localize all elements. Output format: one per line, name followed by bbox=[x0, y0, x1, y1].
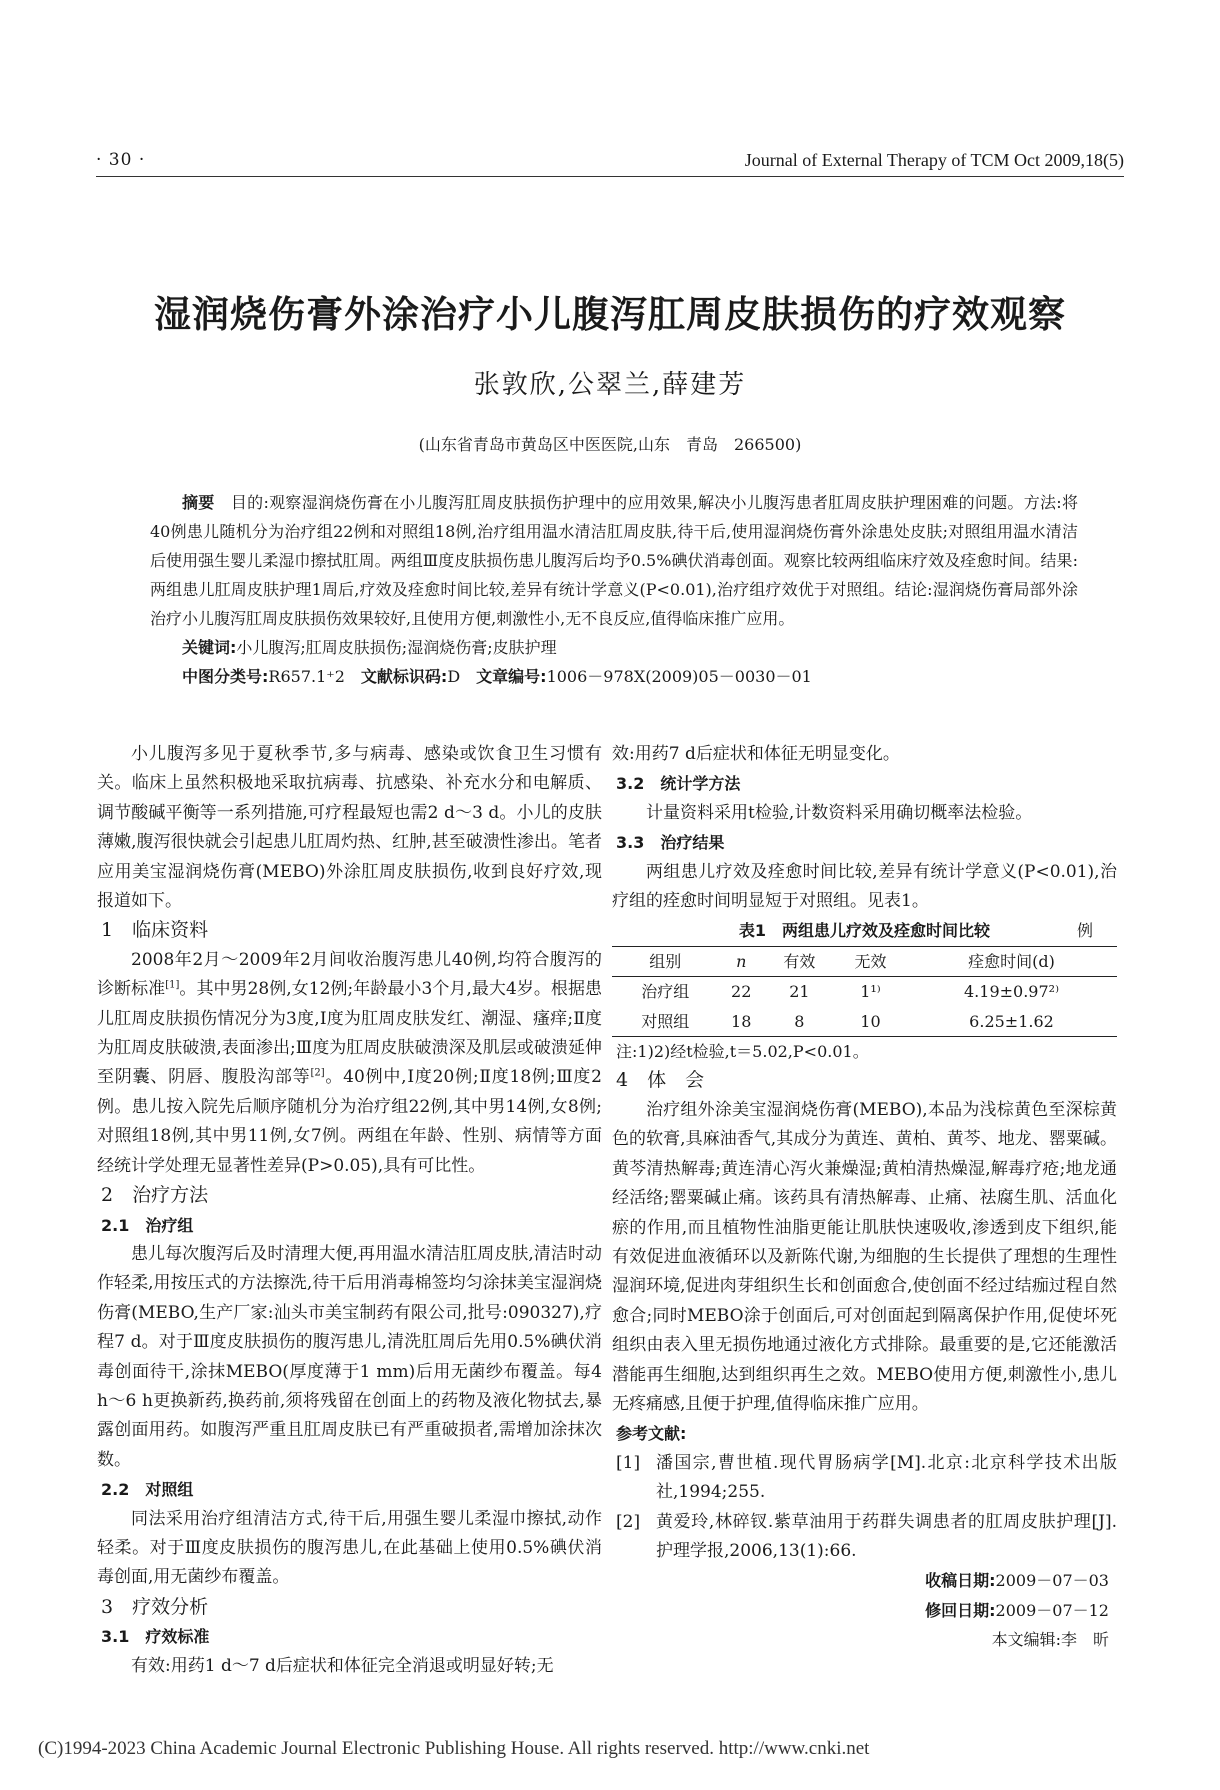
table-row bbox=[612, 1007, 1117, 1037]
table-cell: 治疗组 bbox=[641, 982, 690, 1002]
table-cell: 6.25±1.62 bbox=[969, 1011, 1054, 1031]
s1-text-a: 2008年2月～2009年2月间收治腹泻患儿40例,均符合腹泻的诊断标准 bbox=[97, 949, 602, 1000]
copyright-footer: (C)1994-2023 China Academic Journal Electronic Publishing House. All rights reserved. http://www.cnki.net bbox=[38, 1738, 870, 1759]
doccode-label: 文献标识码: bbox=[360, 667, 448, 686]
doccode-value: D bbox=[447, 667, 461, 686]
keywords-label: 关键词: bbox=[182, 638, 237, 657]
reference-item bbox=[612, 1508, 1117, 1567]
citation-1: [1] bbox=[165, 979, 180, 991]
section-3-3-heading: 3.3 治疗结果 bbox=[616, 833, 725, 853]
section-2-2-paragraph: 同法采用治疗组清洁方式,待干后,用强生婴儿柔湿巾擦拭,动作轻柔。对于Ⅲ度皮肤损伤的腹泻患儿,在此基础上使用0.5%碘伏消毒创面,用无菌纱布覆盖。 bbox=[97, 1508, 602, 1588]
section-3-heading: 3 疗效分析 bbox=[101, 1595, 209, 1618]
section-2-2-heading: 2.2 对照组 bbox=[101, 1480, 194, 1500]
section-4-paragraph: 治疗组外涂美宝湿润烧伤膏(MEBO),本品为浅棕黄色至深棕黄色的软膏,具麻油香气,其成分为黄连、黄柏、黄芩、地龙、罂粟碱。黄芩清热解毒;黄连清心泻火兼燥湿;黄柏清热燥湿,解毒疗疮;地龙通经活络;罂粟碱止痛。该药具有清热解毒、止痛、祛腐生肌、活血化瘀的作用,而且植物性油脂更能让肌肤快速吸收,渗透到皮下组织,能有效促进血液循环以及新陈代谢,为细胞的生长提供了理想的生理性湿润环境,促进肉芽组织生长和创面愈合,使创面不经过结痂过程自然愈合;同时MEBO涂于创面后,可对创面起到隔离保护作用,促使坏死组织由表入里无损伤地通过液化方式排除。最重要的是,它还能激活潜能再生细胞,达到组织再生之效。MEBO使用方便,刺激性小,患儿无疼痛感,且便于护理,值得临床推广应用。 bbox=[612, 1099, 1117, 1414]
table-cell: 21 bbox=[789, 982, 810, 1002]
table-cell: 8 bbox=[794, 1011, 805, 1031]
table-row bbox=[612, 977, 1117, 1007]
section-2-heading: 2 治疗方法 bbox=[101, 1184, 209, 1207]
clc-value: R657.1⁺2 bbox=[268, 667, 345, 686]
reference-item bbox=[612, 1449, 1117, 1508]
s1-text-c: 。40例中,Ⅰ度20例;Ⅱ度18例;Ⅲ度2例。患儿按入院先后顺序随机分为治疗组22例,其中男14例,女8例;对照组18例,其中男11例,女7例。两组在年龄、性别、病情等方面经统计学处理无显著性差异(P>0.05),具有可比性。 bbox=[97, 1067, 602, 1176]
received-value: 2009－07－03 bbox=[995, 1571, 1109, 1591]
abstract-text: 目的:观察湿润烧伤膏在小儿腹泻肛周皮肤损伤护理中的应用效果,解决小儿腹泻患者肛周皮肤护理困难的问题。方法:将40例患儿随机分为治疗组22例和对照组18例,治疗组用温水清洁肛周皮肤,待干后,使用湿润烧伤膏外涂患处皮肤;对照组用温水清洁后使用强生婴儿柔湿巾擦拭肛周。两组Ⅲ度皮肤损伤患儿腹泻后均予0.5%碘伏消毒创面。观察比较两组临床疗效及痊愈时间。结果:两组患儿肛周皮肤护理1周后,疗效及痊愈时间比较,差异有统计学意义(P<0.01),治疗组疗效优于对照组。结论:湿润烧伤膏局部外涂治疗小儿腹泻肛周皮肤损伤效果较好,且使用方便,刺激性小,无不良反应,值得临床推广应用。 bbox=[150, 493, 1078, 628]
reference-text: 潘国宗,曹世植.现代胃肠病学[M].北京:北京科学技术出版社,1994;255. bbox=[656, 1452, 1117, 1503]
table-header-row bbox=[612, 946, 1117, 976]
intro-paragraph: 小儿腹泻多见于夏秋季节,多与病毒、感染或饮食卫生习惯有关。临床上虽然积极地采取抗病毒、抗感染、补充水分和电解质、调节酸碱平衡等一系列措施,可疗程最短也需2 d～3 d。小儿的皮肤薄嫩,腹泻很快就会引起患儿肛周灼热、红肿,甚至破溃性渗出。笔者应用美宝湿润烧伤膏(MEBO)外涂肛周皮肤损伤,收到良好疗效,现报道如下。 bbox=[97, 744, 602, 912]
section-2-1-paragraph: 患儿每次腹泻后及时清理大便,再用温水清洁肛周皮肤,清洁时动作轻柔,用按压式的方法擦洗,待干后用消毒棉签均匀涂抹美宝湿润烧伤膏(MEBO,生产厂家:汕头市美宝制药有限公司,批号:090327),疗程7 d。对于Ⅲ度皮肤损伤的腹泻患儿,清洗肛周后先用0.5%碘伏消毒创面待干,涂抹MEBO(厚度薄于1 mm)后用无菌纱布覆盖。每4 h～6 h更换新药,换药前,须将残留在创面上的药物及液化物拭去,暴露创面用药。如腹泻严重且肛周皮肤已有严重破损者,需增加涂抹次数。 bbox=[97, 1243, 602, 1470]
section-3-2-heading: 3.2 统计学方法 bbox=[616, 774, 741, 794]
article-no-label: 文章编号: bbox=[476, 667, 547, 686]
article-title: 湿润烧伤膏外涂治疗小儿腹泻肛周皮肤损伤的疗效观察 bbox=[154, 293, 1066, 336]
table-header-cell: 组别 bbox=[649, 951, 682, 971]
table-header-cell: 有效 bbox=[783, 951, 816, 971]
table-cell: 对照组 bbox=[641, 1011, 690, 1031]
table-note: 注:1)2)经t检验,t＝5.02,P<0.01。 bbox=[616, 1042, 869, 1062]
article-no-value: 1006－978X(2009)05－0030－01 bbox=[546, 667, 812, 686]
abstract-block bbox=[150, 488, 1078, 691]
reference-list bbox=[612, 1449, 1117, 1567]
table-header-cell: 无效 bbox=[854, 951, 887, 971]
received-date bbox=[612, 1566, 1117, 1595]
results-table bbox=[612, 946, 1117, 1037]
keywords-line bbox=[150, 633, 1078, 662]
revised-value: 2009－07－12 bbox=[995, 1600, 1109, 1620]
left-column bbox=[97, 740, 602, 1681]
table-cell: 1¹⁾ bbox=[860, 982, 881, 1002]
table-cell: 22 bbox=[731, 982, 752, 1002]
abstract-label: 摘要 bbox=[182, 493, 215, 512]
abstract-paragraph bbox=[150, 488, 1078, 633]
page-number: · 30 · bbox=[96, 150, 146, 170]
section-1-heading: 1 临床资料 bbox=[101, 919, 209, 942]
revised-date bbox=[612, 1596, 1117, 1625]
reference-number: [2] bbox=[616, 1511, 641, 1532]
editor-value: 李 昕 bbox=[1060, 1630, 1109, 1650]
received-label: 收稿日期: bbox=[925, 1571, 996, 1591]
table-cell: 18 bbox=[731, 1011, 752, 1031]
table-header-cell: 痊愈时间(d) bbox=[968, 951, 1055, 971]
right-column bbox=[612, 740, 1117, 1655]
authors: 张敦欣,公翠兰,薛建芳 bbox=[473, 370, 747, 400]
section-3-3-paragraph: 两组患儿疗效及痊愈时间比较,差异有统计学意义(P<0.01),治疗组的痊愈时间明显短于对照组。见表1。 bbox=[612, 861, 1117, 912]
table-cell: 4.19±0.97²⁾ bbox=[964, 982, 1059, 1002]
table-cell: 10 bbox=[860, 1011, 881, 1031]
revised-label: 修回日期: bbox=[925, 1600, 996, 1620]
classification-line bbox=[150, 662, 1078, 691]
editor-line bbox=[612, 1625, 1117, 1654]
section-2-1-heading: 2.1 治疗组 bbox=[101, 1215, 194, 1235]
citation-2: [2] bbox=[310, 1067, 325, 1079]
clc-label: 中图分类号: bbox=[182, 667, 269, 686]
reference-text: 黄爱玲,林碎钗.紫草油用于药群失调患者的肛周皮肤护理[J].护理学报,2006,13(1):66. bbox=[656, 1511, 1117, 1561]
table-caption-text: 表1 两组患儿疗效及痊愈时间比较 bbox=[738, 921, 991, 941]
references-heading: 参考文献: bbox=[616, 1424, 687, 1444]
header-rule bbox=[96, 176, 1124, 177]
section-3-1-paragraph: 有效:用药1 d～7 d后症状和体征完全消退或明显好转;无 bbox=[131, 1655, 554, 1676]
section-4-heading: 4 体 会 bbox=[616, 1069, 705, 1092]
section-3-2-paragraph: 计量资料采用t检验,计数资料采用确切概率法检验。 bbox=[646, 802, 1033, 823]
table-unit: 例 bbox=[1076, 921, 1093, 941]
section-1-paragraph bbox=[97, 946, 602, 1181]
journal-header: Journal of External Therapy of TCM Oct 2009,18(5) bbox=[744, 150, 1124, 170]
reference-number: [1] bbox=[616, 1452, 641, 1473]
keywords: 小儿腹泻;肛周皮肤损伤;湿润烧伤膏;皮肤护理 bbox=[236, 638, 557, 657]
section-3-1-heading: 3.1 疗效标准 bbox=[101, 1627, 210, 1647]
section-3-1-continuation: 效:用药7 d后症状和体征无明显变化。 bbox=[612, 744, 900, 764]
affiliation: (山东省青岛市黄岛区中医医院,山东 青岛 266500) bbox=[418, 435, 802, 454]
s1-text-b: 。其中男28例,女12例;年龄最小3个月,最大4岁。根据患儿肛周皮肤损伤情况分为3度,Ⅰ度为肛周皮肤发红、潮湿、瘙痒;Ⅱ度为肛周皮肤破溃,表面渗出;Ⅲ度为肛周皮肤破溃深及肌层或破溃延伸至阴囊、阴唇、腹股沟部等 bbox=[97, 979, 603, 1088]
table-caption bbox=[612, 916, 1117, 945]
table-header-cell: n bbox=[736, 951, 747, 971]
editor-label: 本文编辑: bbox=[991, 1630, 1061, 1650]
